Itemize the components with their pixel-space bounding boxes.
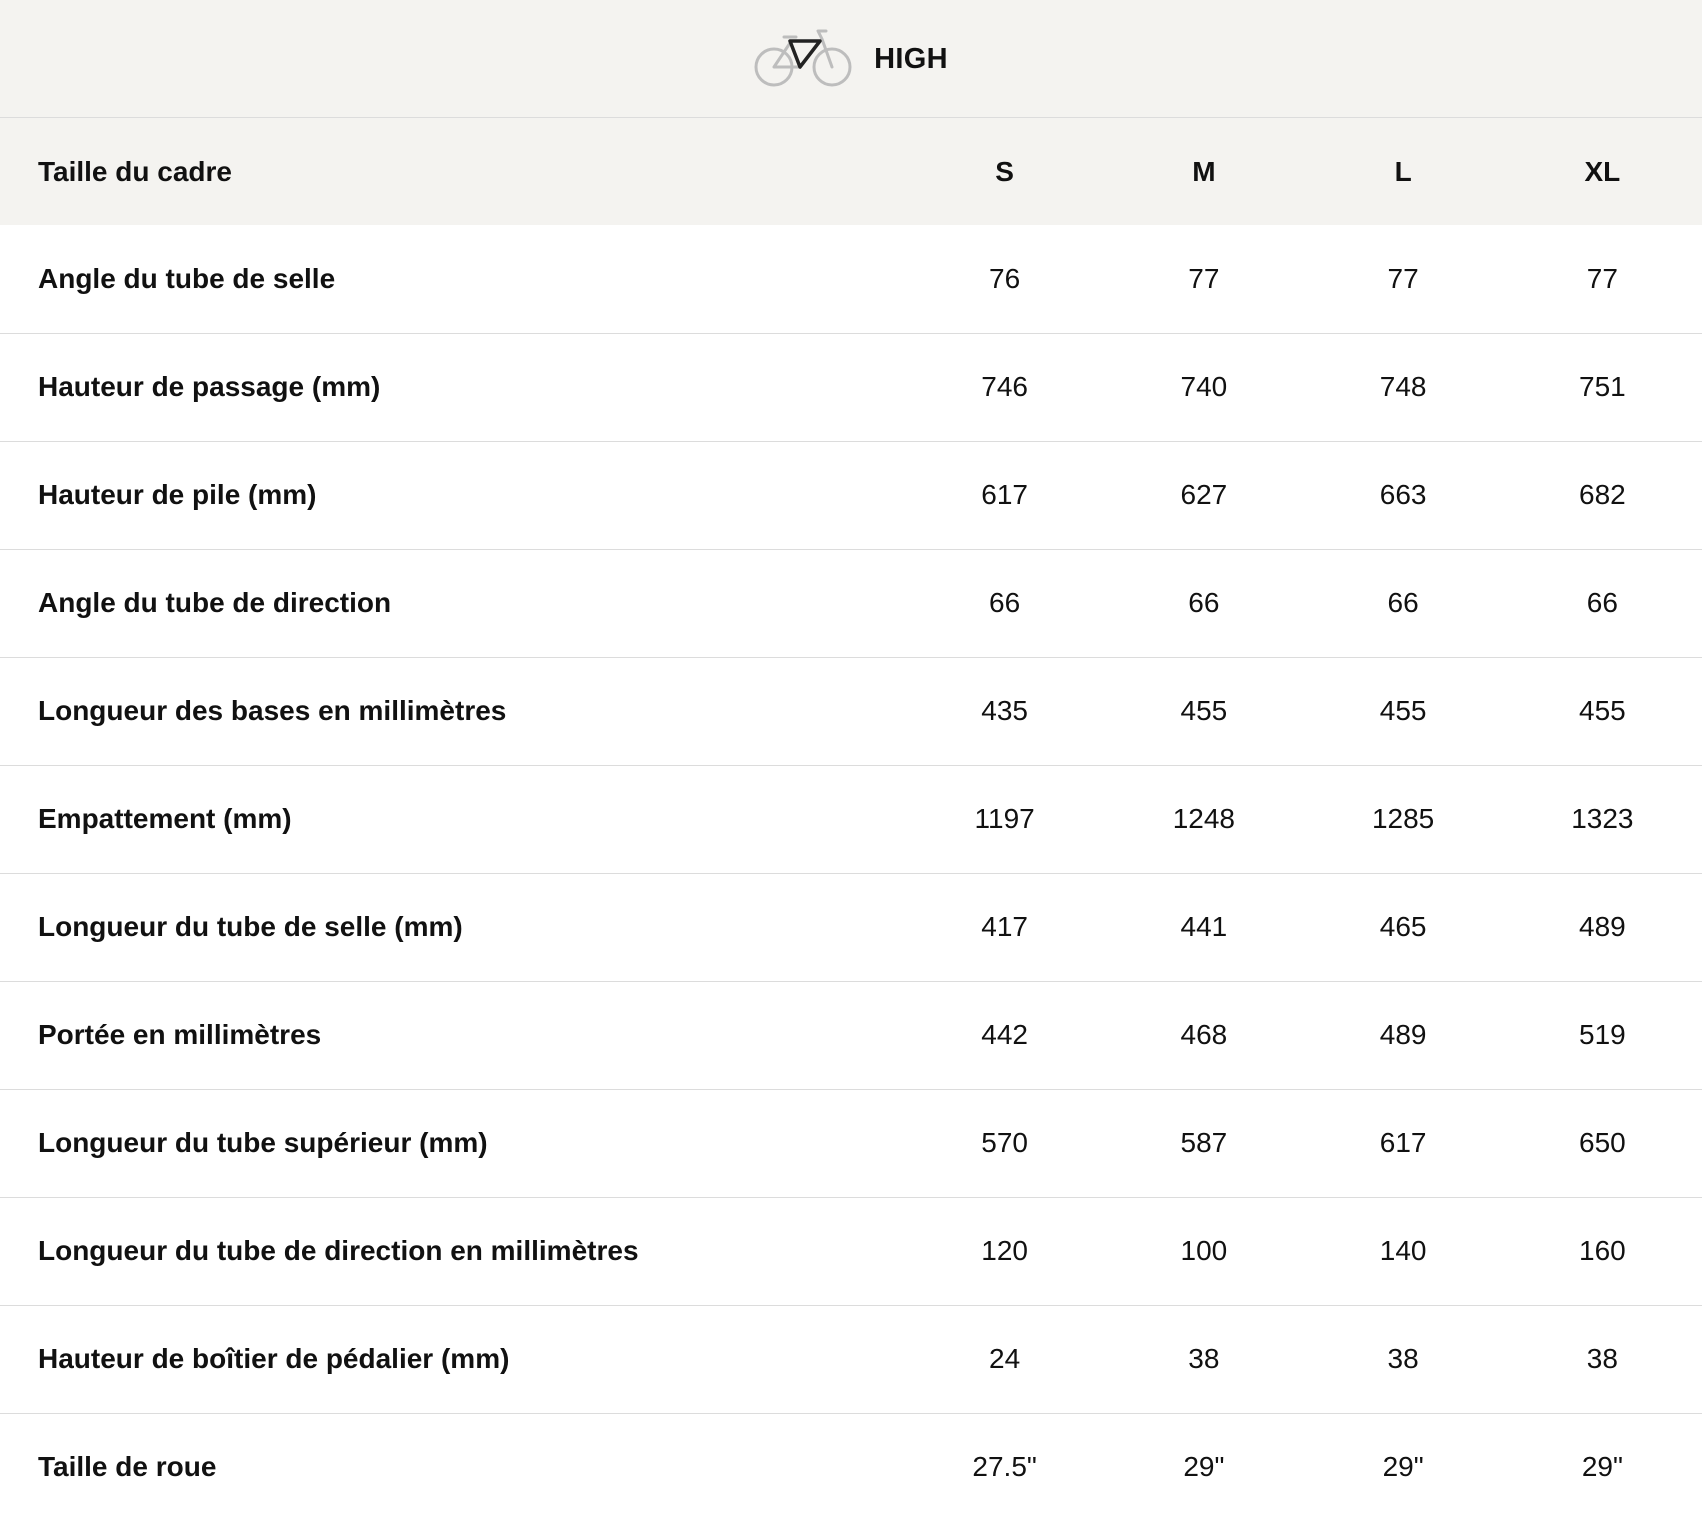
table-row (0, 873, 1702, 981)
geometry-rows (0, 225, 1702, 1521)
table-row (0, 765, 1702, 873)
value-cell-xl: 519 (1579, 1019, 1626, 1050)
value-cell-xl: 66 (1586, 587, 1618, 618)
table-row (0, 1089, 1702, 1197)
value-cell-m: 77 (1188, 262, 1220, 294)
value-cell-l: 455 (1379, 695, 1427, 726)
table-row (0, 441, 1702, 549)
value-cell-xl: 489 (1579, 911, 1626, 942)
table-row (0, 657, 1702, 765)
table-row (0, 225, 1702, 333)
value-cell-s: 66 (989, 587, 1021, 618)
row-label: Taille de roue (38, 1451, 217, 1483)
value-cell-s: 76 (989, 262, 1021, 294)
value-cell-xl: 1323 (1571, 803, 1634, 834)
value-cell-l: 489 (1379, 1019, 1427, 1050)
row-label: Longueur du tube de direction en millimètres (38, 1235, 639, 1266)
value-cell-s: 570 (981, 1127, 1028, 1158)
value-cell-l: 29" (1382, 1451, 1424, 1483)
value-cell-s: 442 (981, 1019, 1028, 1050)
value-cell-l: 38 (1387, 1343, 1419, 1374)
value-cell-m: 468 (1180, 1019, 1228, 1050)
table-row (0, 333, 1702, 441)
value-cell-s: 1197 (974, 803, 1035, 834)
table-row (0, 981, 1702, 1089)
row-label: Angle du tube de selle (38, 262, 336, 294)
row-label: Hauteur de passage (mm) (38, 371, 381, 402)
value-cell-m: 66 (1188, 587, 1220, 618)
value-cell-m: 38 (1188, 1343, 1220, 1374)
value-cell-xl: 29" (1581, 1451, 1623, 1483)
value-cell-m: 587 (1180, 1127, 1228, 1158)
size-column-s: S (995, 155, 1014, 187)
row-label: Longueur du tube de selle (mm) (38, 911, 463, 942)
value-cell-s: 746 (981, 371, 1028, 402)
size-column-xl: XL (1584, 155, 1621, 187)
frame-size-label: Taille du cadre (38, 155, 232, 187)
value-cell-xl: 77 (1586, 262, 1618, 294)
row-label: Empattement (mm) (38, 803, 292, 834)
bike-icon (754, 27, 852, 91)
table-row (0, 1305, 1702, 1413)
value-cell-s: 617 (981, 479, 1028, 510)
value-cell-l: 748 (1379, 371, 1427, 402)
value-cell-m: 455 (1180, 695, 1228, 726)
row-label: Hauteur de pile (mm) (38, 479, 317, 510)
geometry-title: HIGH (874, 43, 948, 75)
row-label: Hauteur de boîtier de pédalier (mm) (38, 1343, 510, 1374)
value-cell-l: 617 (1379, 1127, 1427, 1158)
value-cell-l: 1285 (1371, 803, 1435, 834)
size-column-l: L (1394, 155, 1412, 187)
value-cell-m: 627 (1180, 479, 1228, 510)
value-cell-s: 435 (981, 695, 1028, 726)
table-row (0, 1197, 1702, 1305)
value-cell-s: 417 (981, 911, 1028, 942)
value-cell-s: 24 (989, 1343, 1021, 1374)
value-cell-xl: 455 (1579, 695, 1626, 726)
value-cell-s: 27.5" (972, 1451, 1037, 1483)
value-cell-l: 77 (1387, 262, 1419, 294)
value-cell-xl: 160 (1579, 1235, 1626, 1266)
value-cell-m: 740 (1180, 371, 1228, 402)
geometry-table (0, 118, 1702, 1521)
size-header-row (0, 118, 1702, 225)
value-cell-xl: 38 (1586, 1343, 1618, 1374)
value-cell-xl: 682 (1579, 479, 1626, 510)
table-row (0, 1413, 1702, 1521)
geometry-header (0, 0, 1702, 118)
value-cell-m: 441 (1180, 911, 1228, 942)
value-cell-l: 465 (1379, 911, 1427, 942)
value-cell-xl: 751 (1579, 371, 1626, 402)
table-row (0, 549, 1702, 657)
value-cell-m: 1248 (1172, 803, 1236, 834)
value-cell-m: 100 (1180, 1235, 1228, 1266)
value-cell-m: 29" (1183, 1451, 1225, 1483)
row-label: Longueur des bases en millimètres (38, 695, 507, 726)
row-label: Longueur du tube supérieur (mm) (38, 1127, 488, 1158)
size-column-m: M (1192, 155, 1216, 187)
value-cell-xl: 650 (1579, 1127, 1626, 1158)
row-label: Angle du tube de direction (38, 587, 392, 618)
row-label: Portée en millimètres (38, 1019, 322, 1050)
value-cell-l: 663 (1379, 479, 1427, 510)
value-cell-l: 140 (1379, 1235, 1427, 1266)
value-cell-l: 66 (1387, 587, 1419, 618)
value-cell-s: 120 (981, 1235, 1028, 1266)
